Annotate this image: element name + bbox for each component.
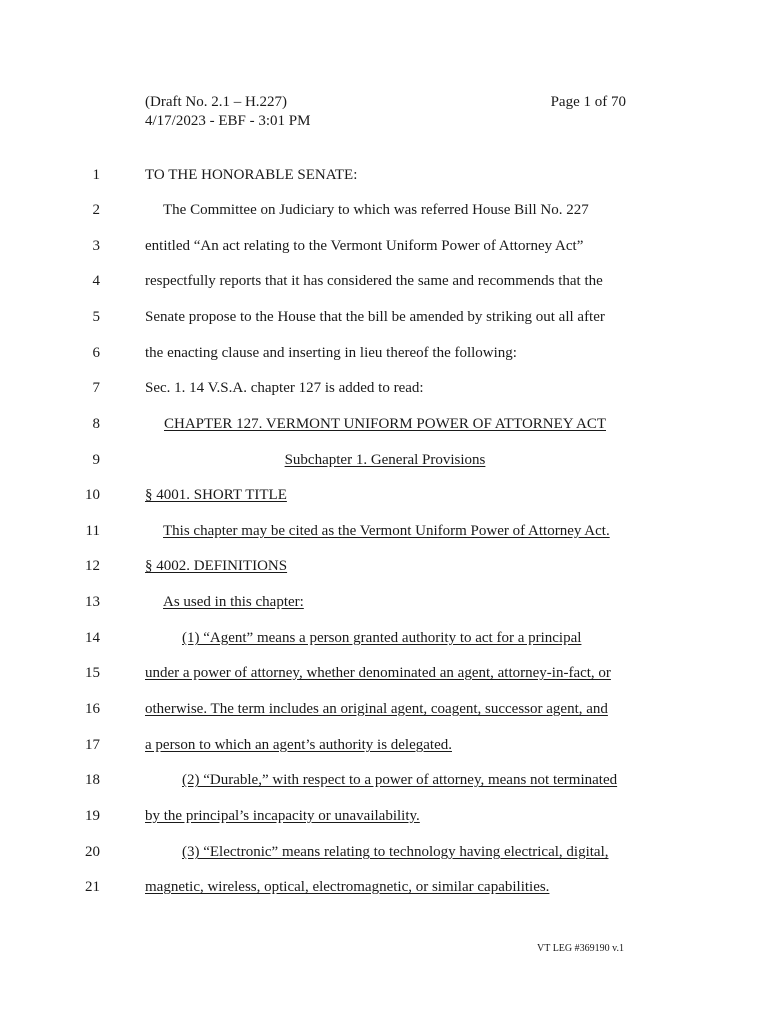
line-number: 17 — [85, 737, 100, 753]
line-number: 2 — [92, 202, 100, 218]
document-line — [0, 342, 770, 364]
line-text: The Committee on Judiciary to which was referred House Bill No. 227 — [163, 202, 589, 218]
document-line — [0, 555, 770, 577]
line-text: entitled “An act relating to the Vermont Uniform Power of Attorney Act” — [145, 238, 584, 254]
line-text: a person to which an agent’s authority is delegated. — [145, 737, 452, 753]
document-line — [0, 484, 770, 506]
line-text: This chapter may be cited as the Vermont Uniform Power of Attorney Act. — [163, 523, 610, 539]
section-heading: § 4002. DEFINITIONS — [145, 558, 288, 574]
document-line — [0, 306, 770, 328]
section-heading: § 4001. SHORT TITLE — [145, 487, 287, 503]
draft-date: 4/17/2023 - EBF - 3:01 PM — [145, 113, 311, 129]
line-number: 9 — [92, 452, 100, 468]
document-line — [0, 876, 770, 898]
line-number: 18 — [85, 772, 100, 788]
line-number: 15 — [85, 665, 100, 681]
line-text: Sec. 1. 14 V.S.A. chapter 127 is added to read: — [145, 380, 424, 396]
line-number: 8 — [92, 416, 100, 432]
document-line — [0, 520, 770, 542]
draft-number: (Draft No. 2.1 – H.227) — [145, 94, 288, 110]
line-number: 19 — [85, 808, 100, 824]
line-number: 3 — [92, 238, 100, 254]
document-line — [0, 449, 770, 471]
line-text: As used in this chapter: — [163, 594, 304, 610]
line-text: respectfully reports that it has considered the same and recommends that the — [145, 273, 603, 289]
document-line — [0, 377, 770, 399]
draft-header — [145, 93, 310, 131]
line-number: 1 — [92, 167, 100, 183]
document-line — [0, 270, 770, 292]
document-line — [0, 235, 770, 257]
document-line — [0, 199, 770, 221]
line-number: 13 — [85, 594, 100, 610]
line-text: Senate propose to the House that the bill be amended by striking out all after — [145, 309, 605, 325]
document-line — [0, 698, 770, 720]
document-line — [0, 734, 770, 756]
document-line — [0, 769, 770, 791]
line-number: 7 — [92, 380, 100, 396]
line-number: 14 — [85, 630, 100, 646]
document-line — [0, 841, 770, 863]
document-line — [0, 627, 770, 649]
line-text: under a power of attorney, whether denominated an agent, attorney-in-fact, or — [145, 665, 611, 681]
line-number: 21 — [85, 879, 100, 895]
line-number: 20 — [85, 844, 100, 860]
line-text: by the principal’s incapacity or unavailability. — [145, 808, 420, 824]
document-line — [0, 164, 770, 186]
chapter-heading: CHAPTER 127. VERMONT UNIFORM POWER OF ATTORNEY ACT — [164, 416, 606, 432]
line-text: otherwise. The term includes an original agent, coagent, successor agent, and — [145, 701, 608, 717]
document-line — [0, 805, 770, 827]
document-id-footer: VT LEG #369190 v.1 — [537, 943, 624, 954]
line-number: 12 — [85, 558, 100, 574]
line-text: TO THE HONORABLE SENATE: — [145, 167, 358, 183]
document-line — [0, 413, 770, 435]
line-text: (1) “Agent” means a person granted authority to act for a principal — [182, 630, 582, 646]
line-text: (2) “Durable,” with respect to a power of attorney, means not terminated — [182, 772, 618, 788]
line-text: magnetic, wireless, optical, electromagnetic, or similar capabilities. — [145, 879, 550, 895]
line-text: the enacting clause and inserting in lieu thereof the following: — [145, 345, 517, 361]
document-line — [0, 591, 770, 613]
subchapter-heading: Subchapter 1. General Provisions — [284, 452, 486, 468]
line-number: 5 — [92, 309, 100, 325]
line-number: 6 — [92, 345, 100, 361]
line-number: 4 — [92, 273, 100, 289]
line-number: 16 — [85, 701, 100, 717]
document-line — [0, 662, 770, 684]
line-number: 11 — [85, 523, 100, 539]
line-text: (3) “Electronic” means relating to technology having electrical, digital, — [182, 844, 609, 860]
line-number: 10 — [85, 487, 100, 503]
page-number: Page 1 of 70 — [550, 94, 626, 110]
